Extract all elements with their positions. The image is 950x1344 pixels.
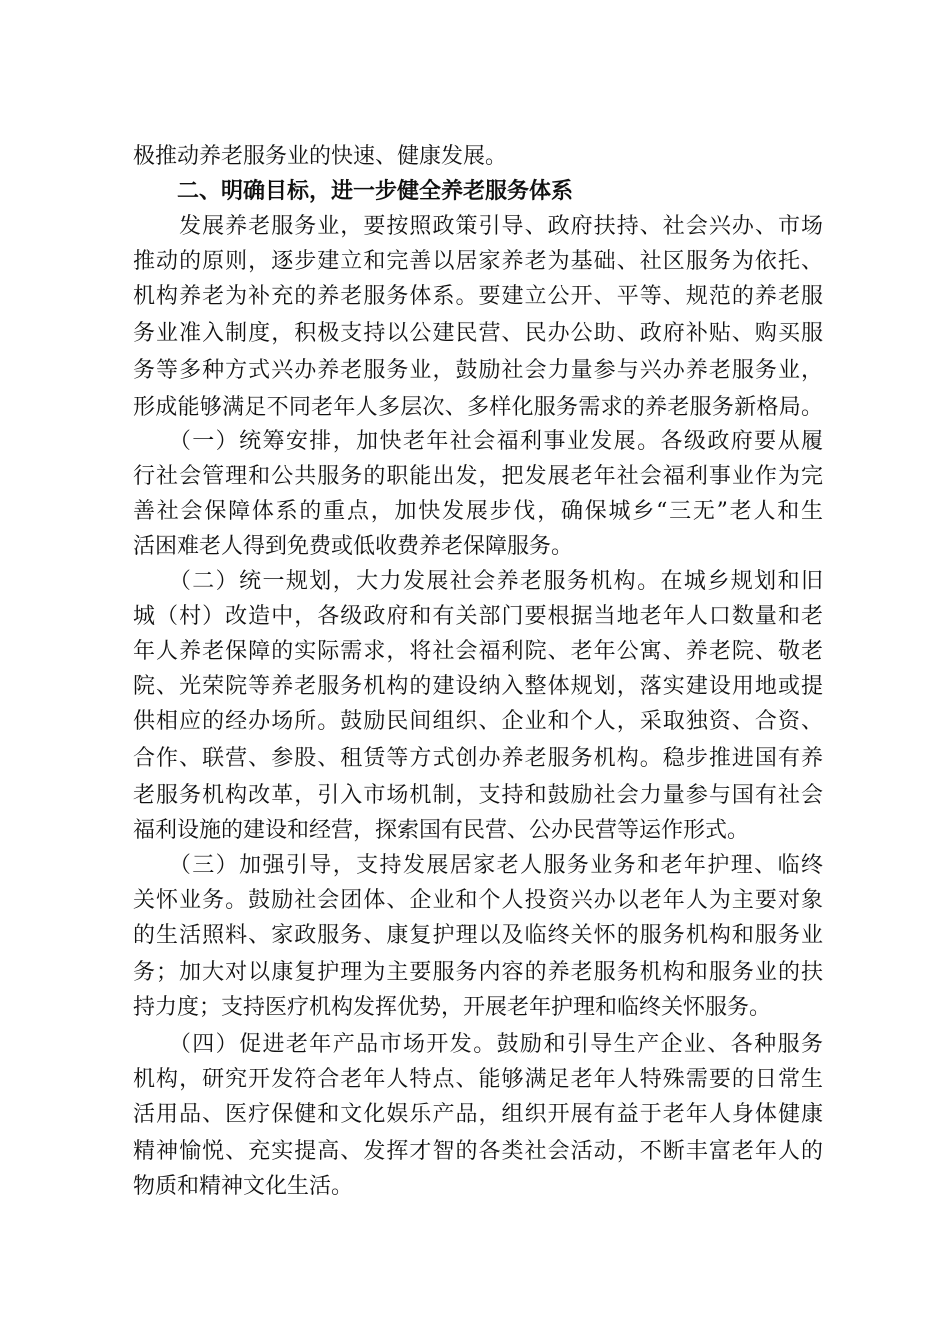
text-line: 活用品、医疗保健和文化娱乐产品，组织开展有益于老年人身体健康 [133,1102,823,1127]
text-line: 善社会保障体系的重点，加快发展步伐，确保城乡“三无”老人和生 [133,499,823,524]
text-line: 福利设施的建设和经营，探索国有民营、公办民营等运作形式。 [133,818,750,843]
text-line: 机构，研究开发符合老年人特点、能够满足老年人特殊需要的日常生 [133,1067,823,1092]
text-line: 机构养老为补充的养老服务体系。要建立公开、平等、规范的养老服 [133,284,823,309]
text-line: （二）统一规划，大力发展社会养老服务机构。在城乡规划和旧 [133,569,823,594]
text-line: 活困难老人得到免费或低收费养老保障服务。 [133,534,574,559]
text-line: 务业准入制度，积极支持以公建民营、民办公助、政府补贴、购买服 [133,321,823,346]
text-line: 发展养老服务业，要按照政策引导、政府扶持、社会兴办、市场 [133,214,823,239]
text-line: 院、光荣院等养老服务机构的建设纳入整体规划，落实建设用地或提 [133,674,823,699]
text-line: 供相应的经办场所。鼓励民间组织、企业和个人，采取独资、合资、 [133,709,823,734]
text-line: 城（村）改造中，各级政府和有关部门要根据当地老年人口数量和老 [133,604,823,629]
text-line: 持力度；支持医疗机构发挥优势，开展老年护理和临终关怀服务。 [133,995,772,1020]
section-heading: 二、明确目标，进一步健全养老服务体系 [177,179,574,204]
text-line: 务；加大对以康复护理为主要服务内容的养老服务机构和服务业的扶 [133,960,823,985]
text-line: 行社会管理和公共服务的职能出发，把发展老年社会福利事业作为完 [133,464,823,489]
text-line: （一）统筹安排，加快老年社会福利事业发展。各级政府要从履 [133,429,823,454]
text-line: 关怀业务。鼓励社会团体、企业和个人投资兴办以老年人为主要对象 [133,888,823,913]
text-line: 老服务机构改革，引入市场机制，支持和鼓励社会力量参与国有社会 [133,783,823,808]
text-line: 形成能够满足不同老年人多层次、多样化服务需求的养老服务新格局。 [133,395,823,420]
text-line: 精神愉悦、充实提高、发挥才智的各类社会活动，不断丰富老年人的 [133,1139,823,1164]
text-line: （三）加强引导，支持发展居家老人服务业务和老年护理、临终 [133,853,823,878]
text-line: 物质和精神文化生活。 [133,1174,354,1199]
text-line: 年人养老保障的实际需求，将社会福利院、老年公寓、养老院、敬老 [133,639,823,664]
text-line: （四）促进老年产品市场开发。鼓励和引导生产企业、各种服务 [133,1032,823,1057]
text-line: 极推动养老服务业的快速、健康发展。 [133,144,508,169]
text-line: 务等多种方式兴办养老服务业，鼓励社会力量参与兴办养老服务业， [133,358,823,383]
text-line: 推动的原则，逐步建立和完善以居家养老为基础、社区服务为依托、 [133,249,823,274]
text-line: 合作、联营、参股、租赁等方式创办养老服务机构。稳步推进国有养 [133,746,823,771]
text-line: 的生活照料、家政服务、康复护理以及临终关怀的服务机构和服务业 [133,923,823,948]
